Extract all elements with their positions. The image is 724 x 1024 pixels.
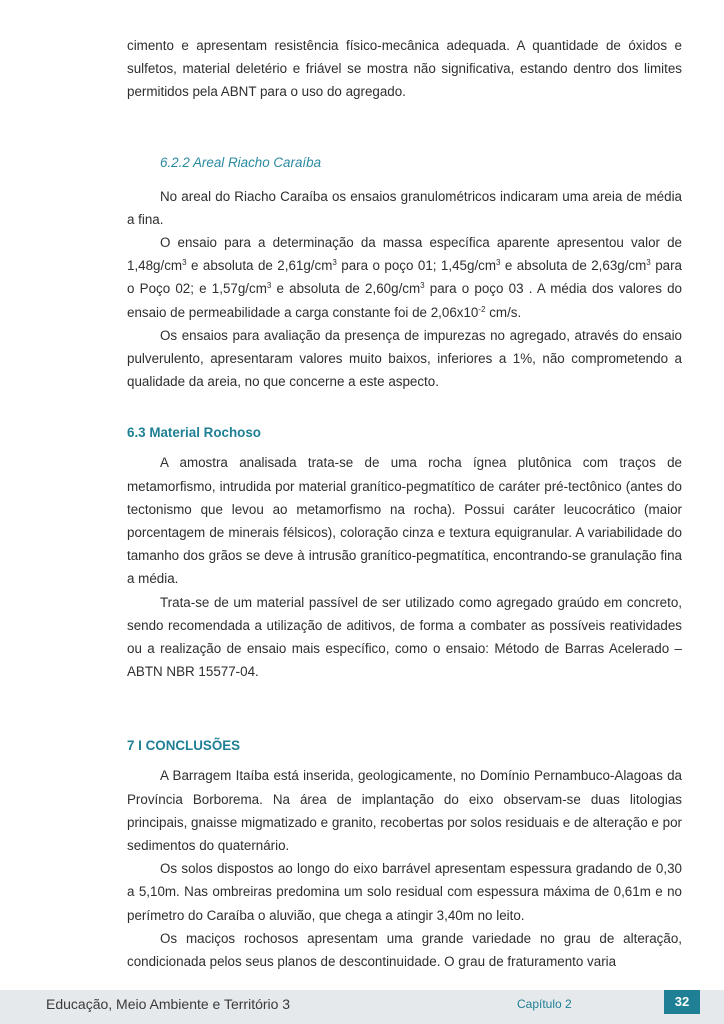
page-body [127, 34, 682, 973]
page-footer [0, 990, 724, 1024]
paragraph: Os solos dispostos ao longo do eixo barrável apresentam espessura gradando de 0,30 a 5,10m. Nas ombreiras predomina um solo residual com espessura máxima de 0,61m e no perímetro do Caraíba o aluvião, que chega a atingir 3,40m no leito. [127, 861, 682, 923]
chapter-label: Capítulo 2 [517, 997, 572, 1011]
paragraph: Trata-se de um material passível de ser utilizado como agregado graúdo em concreto, sendo recomendada a utilização de aditivos, de forma a combater as possíveis reatividades ou a realização de ensaio mais específico, como o ensaio: Método de Barras Acelerado – ABTN NBR 15577-04. [127, 594, 682, 680]
paragraph: O ensaio para a determinação da massa específica aparente apresentou valor de $1,48g/cm^3$ e absoluta de $2,61g/cm^3$ para o poço 01; $1,45g/cm^3$ e absoluta de $2,63g/cm^3$ para o Poço 02; e $1,57g/cm^3$ e absoluta de $2,60g/cm^3$ para o poço 03 . A média dos valores do ensaio de permeabilidade a carga constante foi de $2,06x10^{-2}$ cm/s. [127, 235, 682, 320]
paragraph: A Barragem Itaíba está inserida, geologicamente, no Domínio Pernambuco-Alagoas da Província Borborema. Na área de implantação do eixo observam-se duas litologias principais, gnaisse migmatizado e granito, recobertas por solos residuais e de alteração e por sedimentos do quaternário. [127, 768, 682, 854]
paragraph: Os ensaios para avaliação da presença de impurezas no agregado, através do ensaio pulverulento, apresentaram valores muito baixos, inferiores a 1%, não comprometendo a qualidade da areia, no que concerne a este aspecto. [127, 327, 682, 390]
book-title: Educação, Meio Ambiente e Território 3 [46, 996, 291, 1012]
section-heading: 6.3 Material Rochoso [127, 425, 261, 441]
paragraph: A amostra analisada trata-se de uma rocha ígnea plutônica com traços de metamorfismo, intrudida por material granítico-pegmatítico de caráter pré-tectônico (antes do tectonismo que levou ao metamorfismo na rocha). Possui caráter leucocrático (maior porcentagem de minerais félsicos), coloração cinza e textura equigranular. A variabilidade do tamanho dos grãos se deve à intrusão granítico-pegmatítica, encontrando-se granulação fina a média. [127, 455, 682, 587]
paragraph: Os maciços rochosos apresentam uma grande variedade no grau de alteração, condicionada pelos seus planos de descontinuidade. O grau de fraturamento varia [127, 930, 682, 970]
subsection-heading: 6.2.2 Areal Riacho Caraíba [160, 154, 322, 170]
page-number: 32 [664, 990, 700, 1014]
paragraph: cimento e apresentam resistência físico-mecânica adequada. A quantidade de óxidos e sulfetos, material deletério e friável se mostra não significativa, estando dentro dos limites permitidos pela ABNT para o uso do agregado. [127, 38, 682, 100]
section-heading: 7 I CONCLUSÕES [127, 738, 241, 754]
paragraph: No areal do Riacho Caraíba os ensaios granulométricos indicaram uma areia de média a fina. [127, 188, 682, 227]
